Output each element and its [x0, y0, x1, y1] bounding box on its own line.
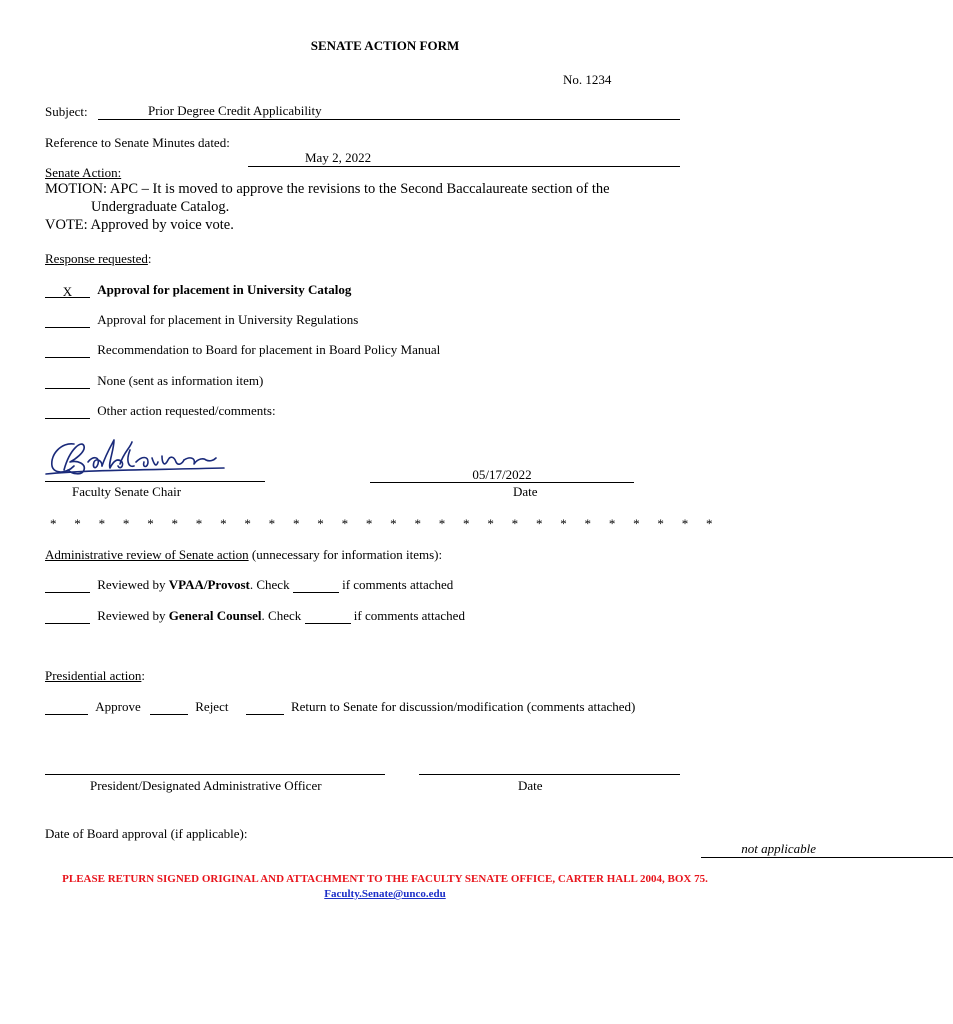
star-glyph: * — [341, 516, 349, 531]
chair-caption: Faculty Senate Chair — [72, 484, 182, 499]
senate-action-label: Senate Action: — [45, 165, 122, 180]
presidential-heading: Presidential action: — [45, 668, 146, 683]
star-glyph: * — [608, 516, 616, 531]
option-mark: X — [62, 284, 73, 299]
review-row-provost — [45, 577, 453, 593]
admin-review-heading — [45, 547, 442, 563]
star-glyph: * — [511, 516, 519, 531]
subject-field — [98, 105, 680, 120]
reject-label: Reject — [195, 699, 229, 714]
review-provost-suffix: if comments attached — [338, 577, 454, 592]
star-divider — [50, 516, 730, 532]
option-checkbox[interactable] — [45, 375, 90, 389]
review-provost-mid: . Check — [249, 577, 293, 592]
motion-line-2: Undergraduate Catalog. — [91, 199, 230, 215]
approve-checkbox[interactable] — [45, 701, 88, 715]
star-glyph: * — [438, 516, 446, 531]
return-instructions: PLEASE RETURN SIGNED ORIGINAL AND ATTACHMENT TO THE FACULTY SENATE OFFICE, CARTER HALL 2004, BOX 75. — [62, 873, 708, 885]
review-provost-comments-check[interactable] — [293, 579, 339, 593]
review-counsel-bold: General Counsel — [168, 608, 262, 623]
response-requested-heading — [45, 251, 152, 267]
review-provost-checkbox[interactable] — [45, 579, 90, 593]
star-glyph: * — [317, 516, 324, 531]
return-label: Return to Senate for discussion/modification (comments attached) — [290, 699, 636, 714]
star-glyph: * — [122, 516, 130, 531]
form-number: No. 1234 — [563, 72, 612, 87]
return-checkbox[interactable] — [246, 701, 284, 715]
board-approval-value: not applicable — [741, 841, 816, 856]
star-glyph: * — [560, 516, 567, 531]
response-requested-label: Response requested — [45, 251, 148, 266]
option-row — [45, 282, 351, 298]
president-date-caption: Date — [518, 778, 543, 793]
reference-label: Reference to Senate Minutes dated: — [45, 135, 230, 150]
vote-line: VOTE: Approved by voice vote. — [45, 217, 234, 233]
board-approval-label: Date of Board approval (if applicable): — [45, 826, 248, 841]
star-glyph: * — [365, 516, 373, 531]
star-glyph: * — [171, 516, 178, 531]
star-glyph: * — [50, 516, 57, 531]
star-glyph: * — [390, 516, 397, 531]
reject-checkbox[interactable] — [150, 701, 188, 715]
star-glyph: * — [220, 516, 227, 531]
review-counsel-comments-check[interactable] — [305, 610, 351, 624]
chair-date-caption: Date — [513, 484, 538, 499]
star-glyph: * — [195, 516, 203, 531]
star-glyph: * — [98, 516, 106, 531]
option-checkbox[interactable] — [45, 344, 90, 358]
star-glyph: * — [633, 516, 640, 531]
chair-date-field — [370, 467, 634, 483]
reference-field — [248, 152, 680, 167]
star-glyph: * — [147, 516, 154, 531]
star-glyph: * — [74, 516, 81, 531]
review-row-counsel — [45, 608, 465, 624]
review-counsel-prefix: Reviewed by — [97, 608, 169, 623]
star-glyph: * — [535, 516, 543, 531]
star-glyph: * — [681, 516, 689, 531]
board-approval-field — [701, 843, 953, 858]
review-counsel-mid: . Check — [261, 608, 305, 623]
star-glyph: * — [584, 516, 592, 531]
reference-value: May 2, 2022 — [305, 150, 372, 165]
star-glyph: * — [706, 516, 713, 531]
review-provost-prefix: Reviewed by — [97, 577, 169, 592]
admin-review-note: (unnecessary for information items): — [248, 547, 443, 562]
star-glyph: * — [268, 516, 276, 531]
chair-date-value: 05/17/2022 — [472, 467, 532, 482]
approve-label: Approve — [95, 699, 141, 714]
star-glyph: * — [657, 516, 664, 531]
star-glyph: * — [487, 516, 494, 531]
admin-review-label: Administrative review of Senate action — [45, 547, 249, 562]
option-label: Other action requested/comments: — [97, 403, 276, 418]
chair-signature — [44, 430, 234, 482]
option-label: Approval for placement in University Catalog — [97, 282, 352, 297]
subject-label: Subject: — [45, 104, 88, 119]
review-counsel-suffix: if comments attached — [350, 608, 465, 623]
option-row — [45, 373, 263, 389]
star-glyph: * — [292, 516, 300, 531]
option-row — [45, 403, 276, 419]
option-checkbox[interactable] — [45, 284, 90, 298]
star-glyph: * — [463, 516, 470, 531]
option-checkbox[interactable] — [45, 314, 90, 328]
star-glyph: * — [414, 516, 421, 531]
president-signature-line — [45, 774, 385, 775]
chair-signature-line — [45, 481, 265, 482]
motion-line-1: MOTION: APC – It is moved to approve the revisions to the Second Baccalaureate section of the — [45, 181, 610, 197]
option-label: None (sent as information item) — [97, 373, 264, 388]
faculty-senate-email-link[interactable]: Faculty.Senate@unco.edu — [324, 888, 446, 900]
response-requested-colon: : — [147, 251, 152, 266]
president-date-line — [419, 774, 680, 775]
option-row — [45, 342, 440, 358]
option-checkbox[interactable] — [45, 405, 90, 419]
review-counsel-checkbox[interactable] — [45, 610, 90, 624]
option-row — [45, 312, 358, 328]
star-glyph: * — [244, 516, 251, 531]
option-label: Recommendation to Board for placement in Board Policy Manual — [97, 342, 441, 357]
presidential-label: Presidential action — [45, 668, 142, 683]
subject-value: Prior Degree Credit Applicability — [148, 103, 322, 118]
review-provost-bold: VPAA/Provost — [168, 577, 250, 592]
form-title: SENATE ACTION FORM — [310, 38, 460, 53]
option-label: Approval for placement in University Regulations — [97, 312, 359, 327]
president-caption: President/Designated Administrative Officer — [90, 778, 322, 793]
presidential-options — [45, 699, 635, 715]
